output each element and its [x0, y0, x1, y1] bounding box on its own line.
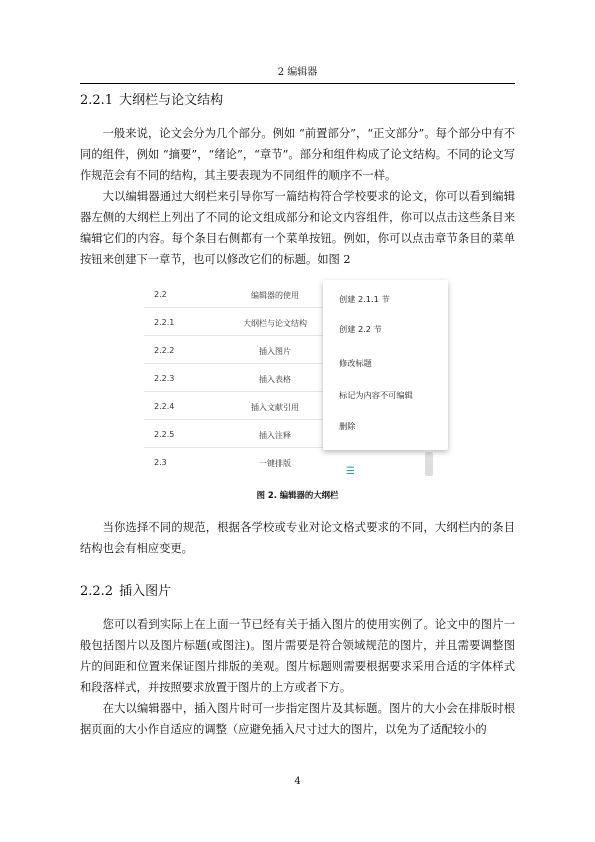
- page-header: 2 编辑器: [277, 67, 318, 78]
- paragraph: 在大以编辑器中，插入图片时可一步指定图片及其标题。图片的大小会在排版时根据页面的大小作自适应的调整（应避免插入尺寸过大的图片，以免为了适配较小的: [80, 702, 515, 736]
- section-heading-2-2-2: [80, 584, 171, 600]
- header-rule: [80, 83, 515, 84]
- outline-row-title: 编辑器的使用: [251, 291, 299, 300]
- outline-row-title: 插入注释: [259, 431, 291, 440]
- outline-row-title: 插入文献引用: [251, 403, 299, 412]
- outline-row-number: 2.2: [154, 290, 167, 299]
- outline-row-title: 插入图片: [259, 347, 291, 356]
- section-body-2-2-1: [80, 123, 515, 270]
- outline-row-number: 2.2.1: [154, 318, 175, 327]
- paragraph: 当你选择不同的规范，根据各学校或专业对论文格式要求的不同，大纲栏内的条目结构也会有相应变更。: [80, 521, 515, 555]
- paragraph: 一般来说，论文会分为几个部分。例如 “前置部分”，“正文部分”。每个部分中有不同的组件，例如 “摘要”，“绪论”，“章节”。部分和组件构成了论文结构。不同的论文写作规范会有不同的结构，其主要表现为不同组件的顺序不一样。: [80, 127, 515, 182]
- page-number: 4: [294, 776, 301, 787]
- outline-row-number: 2.2.5: [154, 430, 175, 439]
- outline-row-number: 2.2.3: [154, 374, 175, 383]
- outline-row-number: 2.2.4: [154, 402, 175, 411]
- outline-row[interactable]: [140, 364, 340, 392]
- paragraph: 您可以看到实际上在上面一节已经有关于插入图片的使用实例了。论文中的图片一般包括图片以及图片标题(或图注)。图片需要是符合领域规范的图片，并且需要调整图片的间距和位置来保证图片排版的美观。图片标题则需要根据要求采用合适的字体样式和段落样式，并按照要求放置于图片的上方或者下方。: [80, 618, 515, 694]
- outline-row[interactable]: [140, 308, 340, 336]
- section-number: 2.2.1: [80, 93, 114, 108]
- outline-row[interactable]: [140, 420, 340, 448]
- menu-item-lock-content[interactable]: 标记为内容不可编辑: [339, 390, 413, 400]
- menu-item-create-subsection[interactable]: 创建 2.1.1 节: [339, 294, 390, 304]
- section-title: 大纲栏与论文结构: [119, 93, 224, 108]
- section-heading-2-2-1: [80, 93, 223, 109]
- menu-item-rename[interactable]: 修改标题: [339, 358, 372, 368]
- paragraph: 大以编辑器通过大纲栏来引导你写一篇结构符合学校要求的论文，你可以看到编辑器左侧的大纲栏上列出了不同的论文组成部分和论文内容组件，你可以点击这些条目来编辑它们的内容。每个条目右侧都有一个菜单按钮。例如，你可以点击章节条目的菜单按钮来创建下一章节，也可以修改它们的标题。如图 2: [80, 190, 515, 266]
- outline-row-number: 2.2.2: [154, 346, 175, 355]
- figure-caption: 图 2. 编辑器的大纲栏: [256, 490, 339, 500]
- outline-row-number: 2.3: [154, 458, 167, 467]
- context-menu: [323, 280, 448, 450]
- section-number: 2.2.2: [80, 584, 114, 599]
- scrollbar[interactable]: [425, 452, 433, 476]
- outline-row-title: 一键排版: [259, 459, 291, 468]
- outline-row[interactable]: [140, 448, 340, 476]
- after-figure-text: [80, 517, 515, 559]
- menu-item-delete[interactable]: 删除: [339, 421, 356, 431]
- menu-item-create-section[interactable]: 创建 2.2 节: [339, 324, 382, 334]
- section-body-2-2-2: [80, 614, 515, 740]
- list-icon[interactable]: ☰: [346, 466, 355, 477]
- outline-figure: [140, 280, 458, 478]
- outline-row[interactable]: [140, 280, 340, 308]
- section-title: 插入图片: [119, 584, 172, 599]
- outline-row-title: 插入表格: [259, 375, 291, 384]
- outline-row[interactable]: [140, 392, 340, 420]
- outline-row-title: 大纲栏与论文结构: [243, 319, 307, 328]
- outline-row[interactable]: [140, 336, 340, 364]
